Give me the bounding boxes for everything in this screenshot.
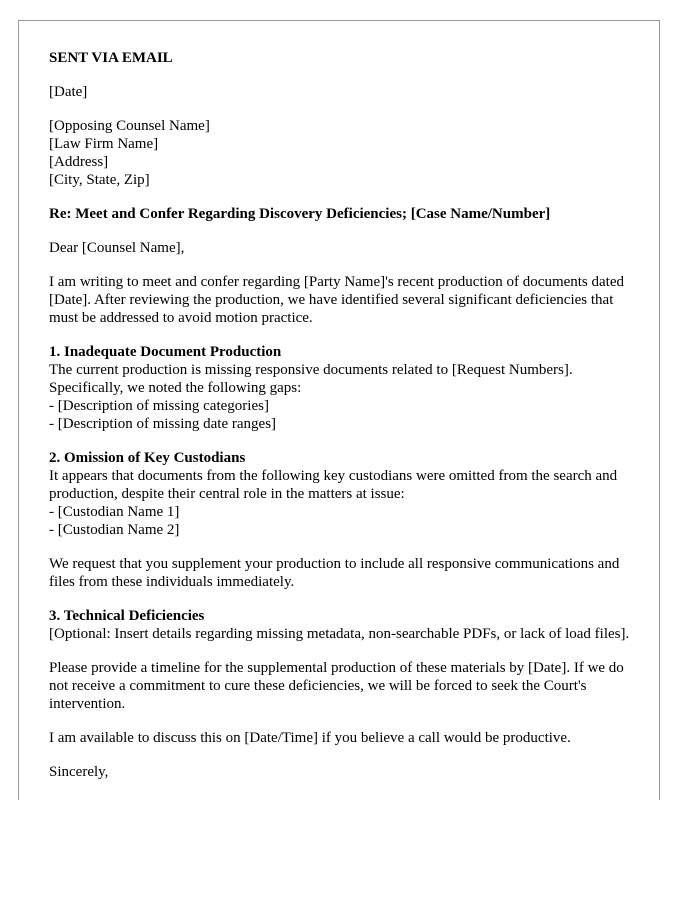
closing: Sincerely, [49, 764, 109, 780]
section-technical-deficiencies [49, 607, 639, 643]
list-item: - [Description of missing date ranges] [49, 416, 277, 432]
timeline-paragraph: Please provide a timeline for the supplemental production of these materials by [Date]. If we do not receive a commitment to cure these deficiencies, we will be forced to seek the Court's intervention. [49, 660, 624, 712]
salutation: Dear [Counsel Name], [49, 240, 185, 256]
subject-line: Re: Meet and Confer Regarding Discovery Deficiencies; [Case Name/Number] [49, 206, 551, 222]
letter-date: [Date] [49, 84, 88, 100]
intro-paragraph: I am writing to meet and confer regarding [Party Name]'s recent production of documents dated [Date]. After reviewing the production, we have identified several significant deficiencies that must be addressed to avoid motion practice. [49, 274, 625, 326]
availability-paragraph: I am available to discuss this on [Date/Time] if you believe a call would be productive. [49, 730, 571, 746]
section-body: It appears that documents from the following key custodians were omitted from the search and production, despite their central role in the matters at issue: [49, 468, 618, 502]
letter-page [18, 20, 660, 800]
list-item: - [Description of missing categories] [49, 398, 269, 414]
section-body: [Optional: Insert details regarding missing metadata, non-searchable PDFs, or lack of load files]. [49, 626, 630, 642]
letter-content [49, 49, 639, 797]
recipient-firm: [Law Firm Name] [49, 136, 159, 152]
section-omission-custodians [49, 449, 639, 539]
section-heading: 3. Technical Deficiencies [49, 608, 205, 624]
recipient-city-state-zip: [City, State, Zip] [49, 172, 150, 188]
section-body: The current production is missing responsive documents related to [Request Numbers]. Specifically, we noted the following gaps: [49, 362, 573, 396]
recipient-block [49, 117, 639, 189]
sent-via-label: SENT VIA EMAIL [49, 50, 173, 66]
section-heading: 1. Inadequate Document Production [49, 344, 282, 360]
supplement-request-paragraph: We request that you supplement your production to include all responsive communications and files from these individuals immediately. [49, 556, 620, 590]
list-item: - [Custodian Name 2] [49, 522, 180, 538]
section-inadequate-production [49, 343, 639, 433]
recipient-name: [Opposing Counsel Name] [49, 118, 210, 134]
list-item: - [Custodian Name 1] [49, 504, 180, 520]
recipient-address: [Address] [49, 154, 109, 170]
section-heading: 2. Omission of Key Custodians [49, 450, 246, 466]
